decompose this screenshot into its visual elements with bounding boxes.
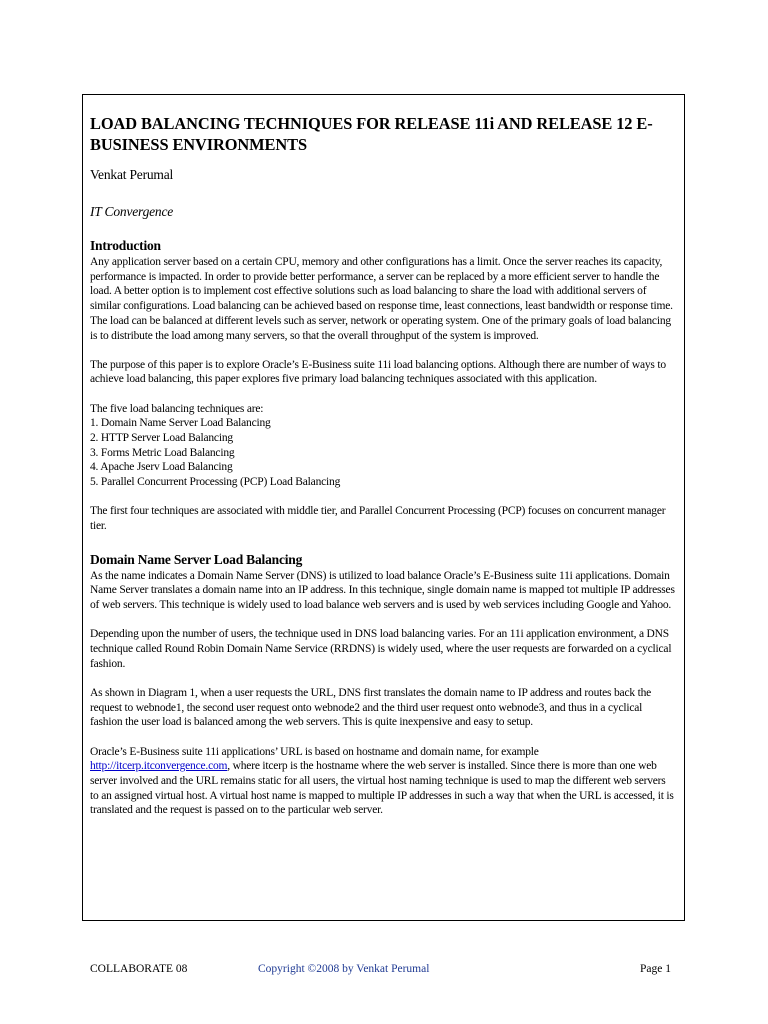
- techniques-list: [90, 416, 675, 490]
- company-name: IT Convergence: [90, 204, 174, 219]
- intro-paragraph-3: The first four techniques are associated with middle tier, and Parallel Concurrent Processing (PCP) focuses on concurrent manager tier.: [90, 505, 666, 533]
- author-name: Venkat Perumal: [90, 167, 174, 182]
- example-url-link[interactable]: http://itcerp.itconvergence.com: [90, 760, 228, 773]
- dns-paragraph-3: As shown in Diagram 1, when a user requests the URL, DNS first translates the domain name to IP address and routes back the request to webnode1, the second user request onto webnode2 and the third user request onto webnode3, and thus in a cyclical fashion the user load is balanced among the web servers. This is quite inexpensive and easy to setup.: [90, 686, 652, 729]
- intro-paragraph-2: The purpose of this paper is to explore Oracle’s E-Business suite 11i load balancing options. Although there are number of ways to achieve load balancing, this paper explores five primary load balancing techniques associated with this application.: [90, 358, 666, 386]
- document-title: LOAD BALANCING TECHNIQUES FOR RELEASE 11i AND RELEASE 12 E-BUSINESS ENVIRONMENTS: [90, 114, 653, 154]
- paragraph-text-end: , where itcerp is the hostname where the web server is installed. Since there is more than one web server involved and the URL remains static for all users, the virtual host naming technique is used to map the different web servers to an assigned virtual host. A virtual host name is mapped to multiple IP addresses in such a way that when the URL is accessed, it is translated and the request is passed on to the particular web server.: [90, 760, 674, 817]
- dns-paragraph-4: [90, 745, 675, 819]
- list-item: 4. Apache Jserv Load Balancing: [90, 461, 233, 474]
- footer-conference: COLLABORATE 08: [90, 963, 188, 975]
- document-body: [90, 113, 675, 818]
- footer-copyright: Copyright ©2008 by Venkat Perumal: [258, 963, 430, 975]
- paragraph-text-start: Oracle’s E-Business suite 11i applications’ URL is based on hostname and domain name, for example: [90, 745, 539, 758]
- list-item: 1. Domain Name Server Load Balancing: [90, 417, 271, 430]
- footer-page-number: Page 1: [640, 963, 671, 975]
- list-item: 2. HTTP Server Load Balancing: [90, 432, 233, 445]
- intro-paragraph-1: Any application server based on a certain CPU, memory and other configurations has a limit. Once the server reaches its capacity, performance is impacted. In order to provide better performance, a server can be replaced by a more efficient server to handle the load. A better option is to implement cost effective solutions such as load balancing to share the load with additional servers of similar configurations. Load balancing can be achieved based on response time, least connections, least bandwidth or response time. The load can be balanced at different levels such as server, network or operating system. One of the primary goals of load balancing is to distribute the load among many servers, so that the overall throughput of the system is improved.: [90, 256, 673, 342]
- techniques-list-intro: The five load balancing techniques are:: [90, 402, 264, 415]
- dns-paragraph-2: Depending upon the number of users, the technique used in DNS load balancing varies. For an 11i application environment, a DNS technique called Round Robin Domain Name Service (RRDNS) is widely used, where the user requests are forwarded on a cyclical fashion.: [90, 628, 672, 670]
- dns-paragraph-1: As the name indicates a Domain Name Server (DNS) is utilized to load balance Oracle’s E-Business suite 11i applications. Domain Name Server translates a domain name into an IP address. In this technique, single domain name is mapped tot multiple IP addresses of web servers. This technique is widely used to load balance web servers and is used by web services including Google and Yahoo.: [90, 569, 675, 612]
- list-item: 5. Parallel Concurrent Processing (PCP) Load Balancing: [90, 476, 341, 489]
- list-item: 3. Forms Metric Load Balancing: [90, 446, 235, 459]
- section-heading-introduction: Introduction: [90, 238, 161, 253]
- section-heading-dns: Domain Name Server Load Balancing: [90, 551, 303, 567]
